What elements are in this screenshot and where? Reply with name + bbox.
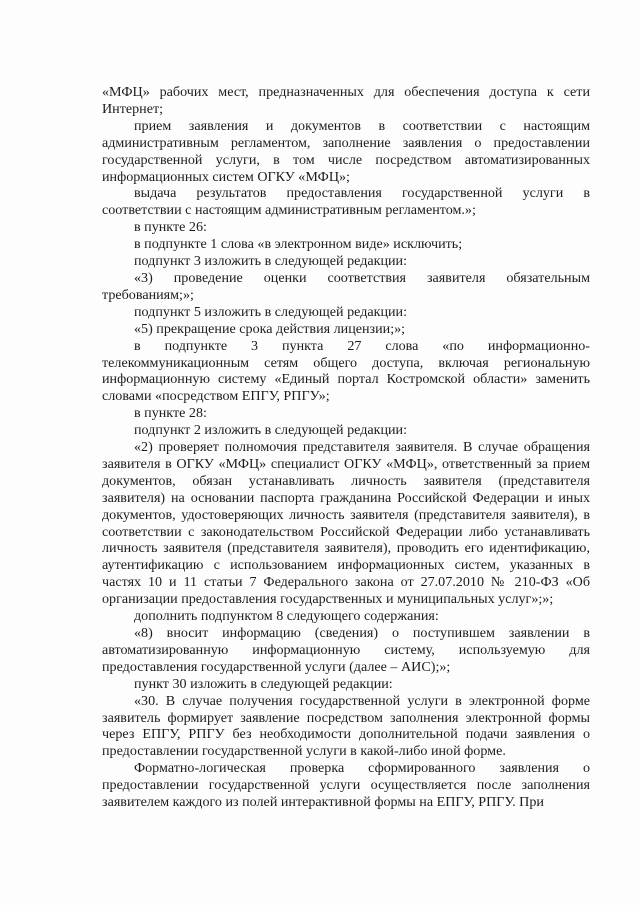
- paragraph: пункт 30 изложить в следующей редакции:: [134, 675, 393, 692]
- paragraph: в подпункте 1 слова «в электронном виде» исключить;: [134, 236, 463, 253]
- paragraph: «2) проверяет полномочия представителя заявителя. В случае обращения заявителя в ОГКУ «МФЦ» специалист ОГКУ «МФЦ», ответственный за прием документов, обязан устанавливать личность заявителя (представителя заявителя) на основании паспорта гражданина Российской Федерации и иных документов, удостоверяющих личность заявителя (представителя заявителя), в соответствии с законодательством Российской Федерации либо устанавливать личность заявителя (представителя заявителя), проводить его идентификацию, аутентификацию с использованием информационных систем, указанных в частях 10 и 11 статьи 7 Федерального закона от 27.07.2010 № 210-ФЗ «Об организации предоставления государственных и муниципальных услуг»;»;: [102, 439, 590, 608]
- paragraph: «30. В случае получения государственной услуги в электронной форме заявитель формирует заявление посредством заполнения электронной формы через ЕПГУ, РПГУ без необходимости дополнительной подачи заявления о предоставлении государственной услуги в какой-либо иной форме.: [102, 692, 590, 760]
- paragraph: подпункт 2 изложить в следующей редакции:: [134, 422, 408, 439]
- document-body: [102, 84, 590, 811]
- paragraph: Форматно-логическая проверка сформированного заявления о предоставлении государственной услуги осуществляется после заполнения заявителем каждого из полей интерактивной формы на ЕПГУ, РПГУ. При: [102, 760, 590, 811]
- paragraph: «5) прекращение срока действия лицензии;»;: [134, 320, 406, 337]
- paragraph: в подпункте 3 пункта 27 слова «по информационно-телекоммуникационным сетям общего доступа, включая региональную информационную систему «Единый портал Костромской области» заменить словами «посредством ЕПГУ, РПГУ»;: [102, 337, 590, 405]
- paragraph: «8) вносит информацию (сведения) о поступившем заявлении в автоматизированную информационную систему, используемую для предоставления государственной услуги (далее – АИС);»;: [102, 625, 590, 675]
- paragraph: «МФЦ» рабочих мест, предназначенных для обеспечения доступа к сети Интернет;: [102, 84, 590, 117]
- paragraph: в пункте 26:: [134, 219, 207, 236]
- paragraph: дополнить подпунктом 8 следующего содержания:: [134, 608, 439, 625]
- paragraph: в пункте 28:: [134, 405, 207, 422]
- paragraph: подпункт 3 изложить в следующей редакции:: [134, 253, 408, 270]
- paragraph: прием заявления и документов в соответствии с настоящим административным регламентом, заполнение заявления о предоставлении государственной услуги, в том числе посредством автоматизированных информационных систем ОГКУ «МФЦ»;: [102, 117, 590, 185]
- paragraph: выдача результатов предоставления государственной услуги в соответствии с настоящим административным регламентом.»;: [102, 185, 590, 219]
- paragraph: «3) проведение оценки соответствия заявителя обязательным требованиям;»;: [102, 269, 590, 303]
- paragraph: подпункт 5 изложить в следующей редакции:: [134, 303, 408, 320]
